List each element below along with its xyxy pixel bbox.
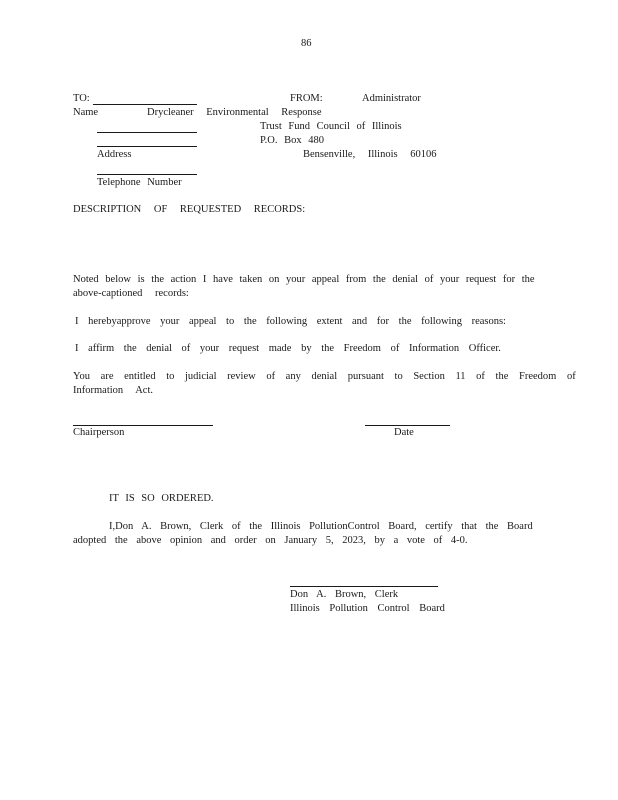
- to-label: TO:: [73, 93, 90, 104]
- noted-line-1: Noted below is the action I have taken on your appeal from the denial of your request for the: [73, 274, 535, 285]
- date-label: Date: [394, 427, 414, 438]
- date-signature-line: [365, 425, 450, 426]
- from-org-line1: Drycleaner Environmental Response: [147, 107, 322, 118]
- approve-text: I herebyapprove your appeal to the following extent and for the following reasons:: [75, 316, 506, 327]
- clerk-signature-line: [290, 586, 438, 587]
- telephone-line: [97, 174, 197, 175]
- clerk-org: Illinois Pollution Control Board: [290, 603, 445, 614]
- page-number: 86: [301, 38, 312, 49]
- affirm-text: I affirm the denial of your request made by the Freedom of Information Officer.: [75, 343, 501, 354]
- chairperson-label: Chairperson: [73, 427, 125, 438]
- name-label: Name: [73, 107, 99, 118]
- from-org-line2: Trust Fund Council of Illinois: [260, 121, 402, 132]
- noted-line-2: above-captioned records:: [73, 288, 189, 299]
- address-line-1: [97, 132, 197, 133]
- description-heading: DESCRIPTION OF REQUESTED RECORDS:: [73, 204, 306, 215]
- address-line-2: [97, 146, 197, 147]
- entitled-line-2: Information Act.: [73, 385, 153, 396]
- clerk-name: Don A. Brown, Clerk: [290, 589, 399, 600]
- certify-line-2: adopted the above opinion and order on January 5, 2023, by a vote of 4-0.: [73, 535, 468, 546]
- to-name-line: [93, 104, 197, 105]
- from-city: Bensenville, Illinois 60106: [303, 149, 437, 160]
- certify-line-1: I,Don A. Brown, Clerk of the Illinois PollutionControl Board, certify that the Board: [109, 521, 533, 532]
- ordered-text: IT IS SO ORDERED.: [109, 493, 214, 504]
- address-label: Address: [97, 149, 132, 160]
- chairperson-signature-line: [73, 425, 213, 426]
- from-label: FROM:: [290, 93, 323, 104]
- from-po-box: P.O. Box 480: [260, 135, 325, 146]
- from-name: Administrator: [362, 93, 421, 104]
- entitled-line-1: You are entitled to judicial review of any denial pursuant to Section 11 of the Freedom of: [73, 371, 576, 382]
- telephone-label: Telephone Number: [97, 177, 182, 188]
